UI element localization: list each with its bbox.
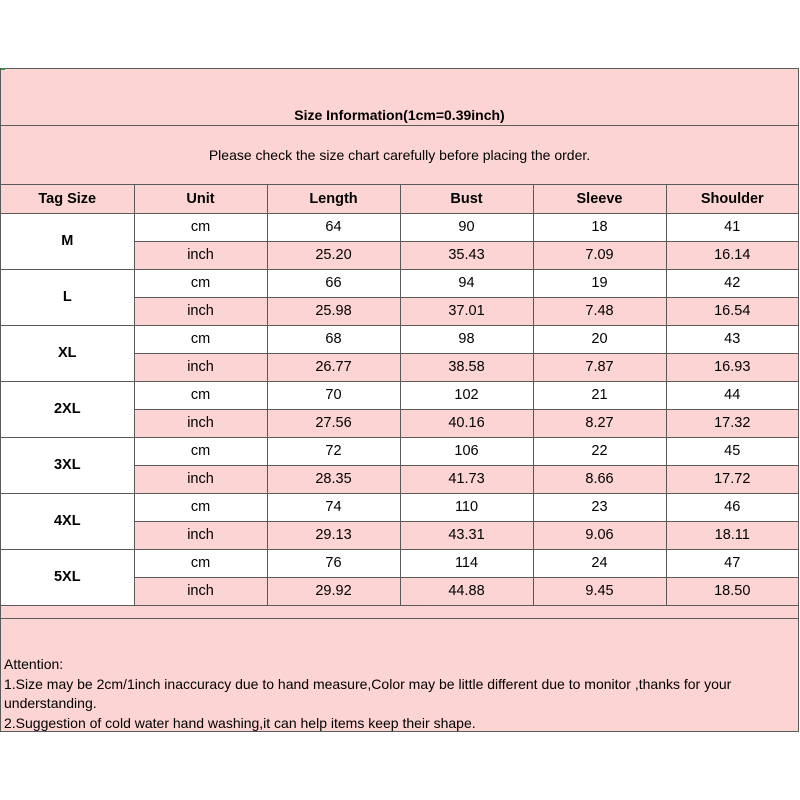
sleeve-cell: 21 (533, 381, 666, 409)
attention-notes (1, 618, 798, 731)
length-cell: 74 (267, 493, 400, 521)
size-notice: Please check the size chart carefully before placing the order. (1, 126, 798, 185)
shoulder-cell: 16.54 (666, 297, 798, 325)
bust-cell: 44.88 (400, 577, 533, 605)
shoulder-cell: 16.93 (666, 353, 798, 381)
shoulder-cell: 43 (666, 325, 798, 353)
bust-cell: 37.01 (400, 297, 533, 325)
table-row (1, 325, 798, 353)
length-cell: 26.77 (267, 353, 400, 381)
table-row (1, 493, 798, 521)
header-length: Length (267, 185, 400, 213)
sleeve-cell: 7.87 (533, 353, 666, 381)
header-shoulder: Shoulder (666, 185, 798, 213)
shoulder-cell: 41 (666, 213, 798, 241)
table-row (1, 437, 798, 465)
unit-cell: cm (134, 493, 267, 521)
unit-cell: cm (134, 269, 267, 297)
length-cell: 76 (267, 549, 400, 577)
length-cell: 29.92 (267, 577, 400, 605)
size-chart (0, 68, 799, 732)
bust-cell: 90 (400, 213, 533, 241)
attention-heading: Attention: (4, 656, 64, 672)
bust-cell: 102 (400, 381, 533, 409)
tag-size-cell: 5XL (1, 549, 134, 605)
bust-cell: 106 (400, 437, 533, 465)
unit-cell: cm (134, 325, 267, 353)
bust-cell: 110 (400, 493, 533, 521)
unit-cell: inch (134, 465, 267, 493)
table-header-row (1, 185, 798, 213)
unit-cell: inch (134, 353, 267, 381)
bust-cell: 114 (400, 549, 533, 577)
length-cell: 64 (267, 213, 400, 241)
bust-cell: 35.43 (400, 241, 533, 269)
bust-cell: 41.73 (400, 465, 533, 493)
attention-line-1: 1.Size may be 2cm/1inch inaccuracy due to hand measure,Color may be little different due to monitor ,thanks for your understanding. (4, 675, 732, 711)
table-row (1, 381, 798, 409)
unit-cell: cm (134, 549, 267, 577)
shoulder-cell: 18.50 (666, 577, 798, 605)
bust-cell: 43.31 (400, 521, 533, 549)
sleeve-cell: 7.09 (533, 241, 666, 269)
length-cell: 25.98 (267, 297, 400, 325)
sleeve-cell: 9.45 (533, 577, 666, 605)
unit-cell: inch (134, 297, 267, 325)
tag-size-cell: 4XL (1, 493, 134, 549)
sleeve-cell: 20 (533, 325, 666, 353)
shoulder-cell: 44 (666, 381, 798, 409)
sleeve-cell: 7.48 (533, 297, 666, 325)
shoulder-cell: 42 (666, 269, 798, 297)
bust-cell: 38.58 (400, 353, 533, 381)
tag-size-cell: 2XL (1, 381, 134, 437)
sleeve-cell: 24 (533, 549, 666, 577)
shoulder-cell: 17.32 (666, 409, 798, 437)
sleeve-cell: 18 (533, 213, 666, 241)
sleeve-cell: 9.06 (533, 521, 666, 549)
shoulder-cell: 18.11 (666, 521, 798, 549)
length-cell: 25.20 (267, 241, 400, 269)
shoulder-cell: 45 (666, 437, 798, 465)
bust-cell: 94 (400, 269, 533, 297)
tag-size-cell: 3XL (1, 437, 134, 493)
unit-cell: cm (134, 213, 267, 241)
sleeve-cell: 8.27 (533, 409, 666, 437)
header-tag-size: Tag Size (1, 185, 134, 213)
sleeve-cell: 19 (533, 269, 666, 297)
length-cell: 66 (267, 269, 400, 297)
length-cell: 29.13 (267, 521, 400, 549)
shoulder-cell: 17.72 (666, 465, 798, 493)
header-unit: Unit (134, 185, 267, 213)
shoulder-cell: 47 (666, 549, 798, 577)
bust-cell: 98 (400, 325, 533, 353)
shoulder-cell: 16.14 (666, 241, 798, 269)
shoulder-cell: 46 (666, 493, 798, 521)
sleeve-cell: 8.66 (533, 465, 666, 493)
table-row (1, 213, 798, 241)
unit-cell: cm (134, 437, 267, 465)
tag-size-cell: M (1, 213, 134, 269)
length-cell: 70 (267, 381, 400, 409)
sleeve-cell: 22 (533, 437, 666, 465)
length-cell: 27.56 (267, 409, 400, 437)
table-row (1, 269, 798, 297)
sleeve-cell: 23 (533, 493, 666, 521)
length-cell: 72 (267, 437, 400, 465)
unit-cell: inch (134, 241, 267, 269)
unit-cell: cm (134, 381, 267, 409)
length-cell: 68 (267, 325, 400, 353)
unit-cell: inch (134, 521, 267, 549)
tag-size-cell: XL (1, 325, 134, 381)
size-table (1, 185, 798, 606)
table-row (1, 549, 798, 577)
attention-line-2: 2.Suggestion of cold water hand washing,it can help items keep their shape. (4, 714, 476, 731)
length-cell: 28.35 (267, 465, 400, 493)
header-bust: Bust (400, 185, 533, 213)
bust-cell: 40.16 (400, 409, 533, 437)
header-sleeve: Sleeve (533, 185, 666, 213)
tag-size-cell: L (1, 269, 134, 325)
unit-cell: inch (134, 409, 267, 437)
chart-title: Size Information(1cm=0.39inch) (1, 69, 798, 126)
unit-cell: inch (134, 577, 267, 605)
